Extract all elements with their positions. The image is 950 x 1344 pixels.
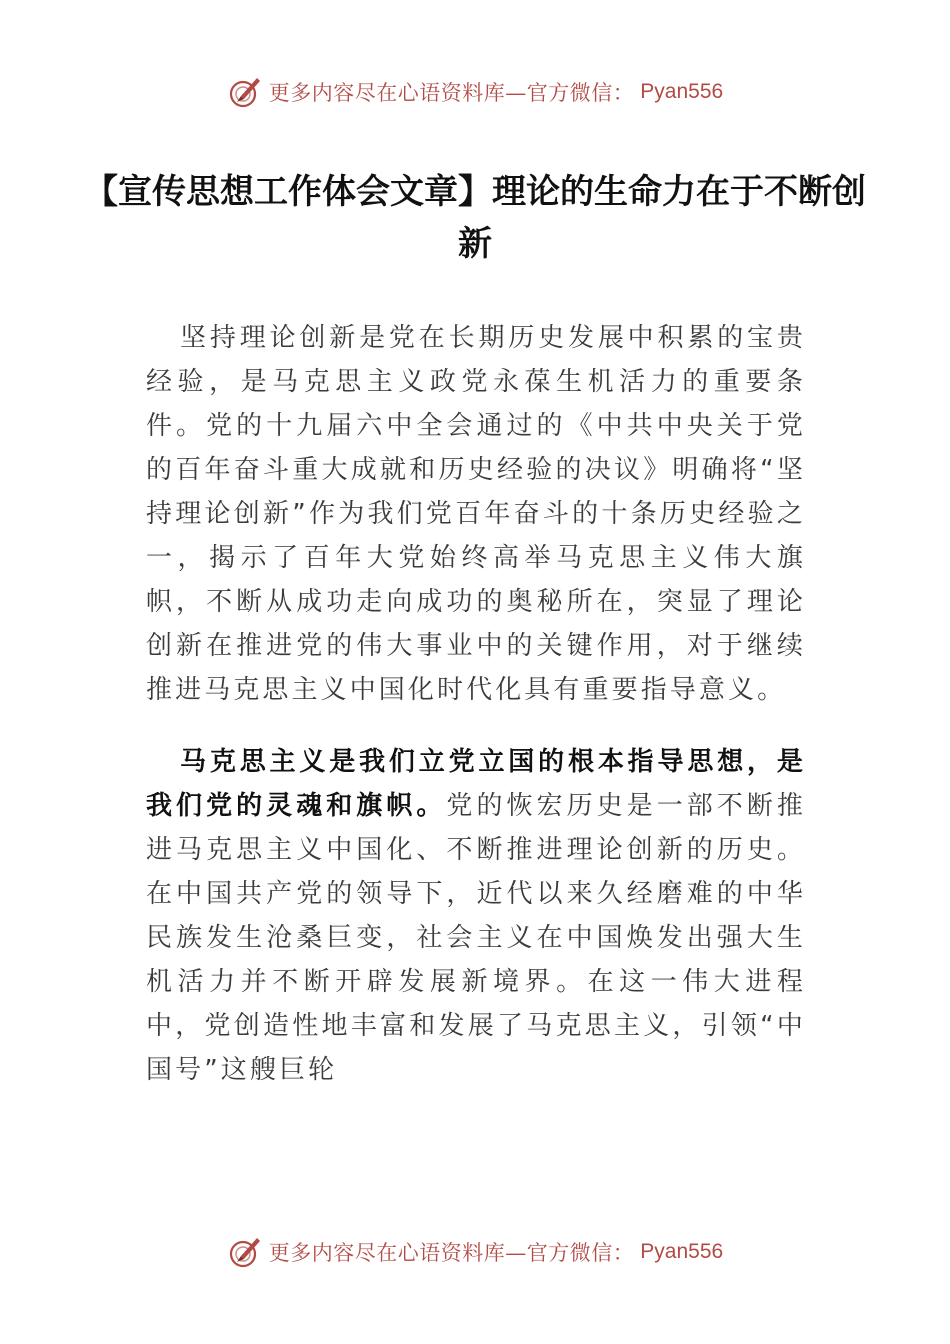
footer-text: 更多内容尽在心语资料库—官方微信： — [268, 1241, 635, 1265]
paragraph-2-body: 党的恢宏历史是一部不断推进马克思主义中国化、不断推进理论创新的历史。在中国共产党的领导下，近代以来久经磨难的中华民族发生沧桑巨变，社会主义在中国焕发出强大生机活力并不断开辟发展新境界。在这一伟大进程中，党创造性地丰富和发展了马克思主义，引领“中国号”这艘巨轮 — [146, 791, 806, 1085]
footer-wechat-id: Pyan556 — [640, 1240, 724, 1263]
header-banner — [0, 72, 950, 112]
paragraph-1: 坚持理论创新是党在长期历史发展中积累的宝贵经验，是马克思主义政党永葆生机活力的重要条件。党的十九届六中全会通过的《中共中央关于党的百年奋斗重大成就和历史经验的决议》明确将“坚持理论创新”作为我们党百年奋斗的十条历史经验之一，揭示了百年大党始终高举马克思主义伟大旗帜，不断从成功走向成功的奥秘所在，突显了理论创新在推进党的伟大事业中的关键作用，对于继续推进马克思主义中国化时代化具有重要指导意义。 — [146, 323, 806, 705]
paragraph-2 — [146, 740, 806, 1092]
banner-wechat-id: Pyan556 — [640, 80, 724, 103]
document-title: 【宣传思想工作体会文章】理论的生命力在于不断创新 — [84, 172, 866, 264]
quill-pen-logo-icon — [227, 1234, 263, 1270]
quill-pen-logo-icon — [227, 74, 263, 110]
footer-banner — [0, 1232, 950, 1272]
paragraph-2-lead: 马克思主义是我们立党立国的根本指导思想，是我们党的灵魂和旗帜。 — [146, 747, 806, 821]
banner-text: 更多内容尽在心语资料库—官方微信： — [268, 81, 635, 105]
